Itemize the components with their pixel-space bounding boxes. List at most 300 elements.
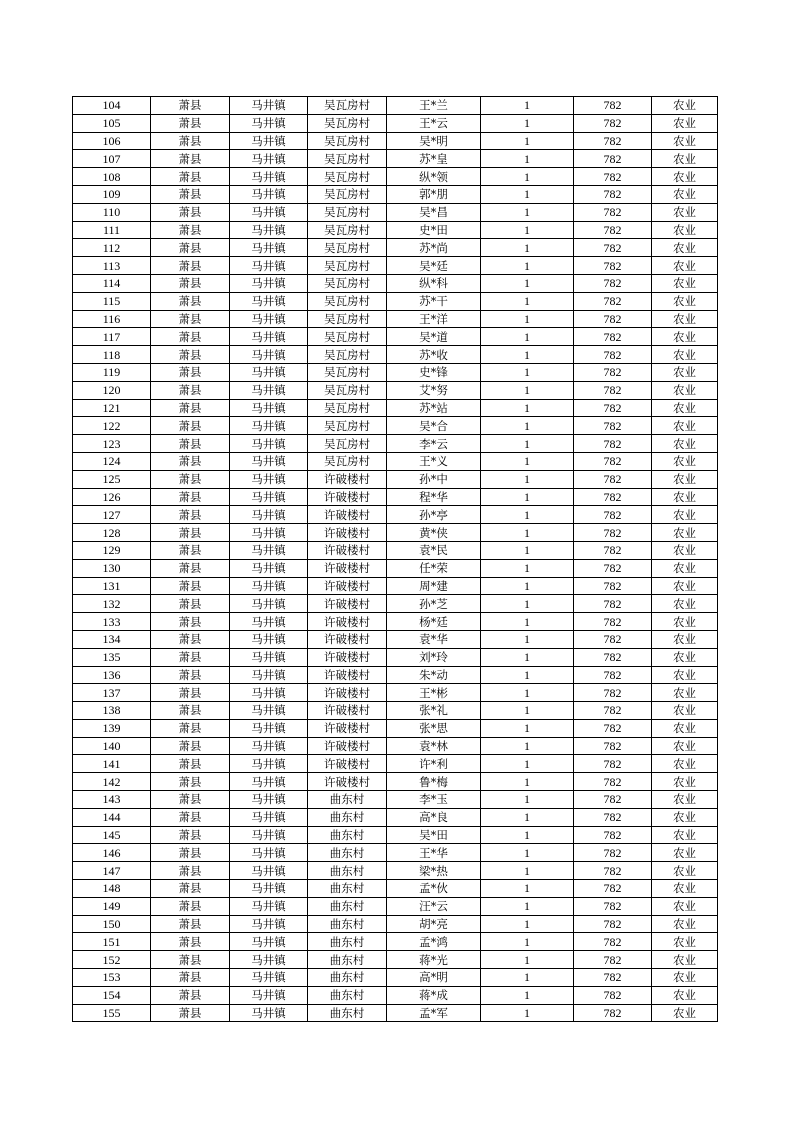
cell-count: 1 <box>481 488 574 506</box>
cell-category: 农业 <box>652 506 718 524</box>
cell-count: 1 <box>481 755 574 773</box>
cell-county: 萧县 <box>151 737 230 755</box>
cell-row-number: 124 <box>73 452 151 470</box>
cell-county: 萧县 <box>151 719 230 737</box>
cell-town: 马井镇 <box>230 488 308 506</box>
cell-town: 马井镇 <box>230 310 308 328</box>
cell-amount: 782 <box>574 773 652 791</box>
cell-village: 吴瓦房村 <box>308 292 387 310</box>
cell-row-number: 141 <box>73 755 151 773</box>
cell-village: 曲东村 <box>308 791 387 809</box>
cell-town: 马井镇 <box>230 630 308 648</box>
cell-town: 马井镇 <box>230 114 308 132</box>
cell-row-number: 142 <box>73 773 151 791</box>
cell-count: 1 <box>481 613 574 631</box>
cell-town: 马井镇 <box>230 346 308 364</box>
cell-count: 1 <box>481 684 574 702</box>
cell-name: 郭*朋 <box>387 185 481 203</box>
cell-category: 农业 <box>652 328 718 346</box>
cell-amount: 782 <box>574 986 652 1004</box>
cell-count: 1 <box>481 862 574 880</box>
table-row <box>73 897 718 915</box>
cell-village: 吴瓦房村 <box>308 150 387 168</box>
cell-amount: 782 <box>574 951 652 969</box>
cell-row-number: 115 <box>73 292 151 310</box>
cell-town: 马井镇 <box>230 702 308 720</box>
cell-count: 1 <box>481 666 574 684</box>
cell-category: 农业 <box>652 221 718 239</box>
cell-category: 农业 <box>652 933 718 951</box>
cell-name: 史*锋 <box>387 363 481 381</box>
cell-name: 杨*廷 <box>387 613 481 631</box>
table-row <box>73 488 718 506</box>
cell-county: 萧县 <box>151 541 230 559</box>
cell-amount: 782 <box>574 826 652 844</box>
cell-county: 萧县 <box>151 986 230 1004</box>
cell-count: 1 <box>481 773 574 791</box>
cell-village: 许破楼村 <box>308 541 387 559</box>
cell-row-number: 138 <box>73 702 151 720</box>
cell-name: 李*云 <box>387 435 481 453</box>
cell-county: 萧县 <box>151 417 230 435</box>
table-row <box>73 257 718 275</box>
cell-county: 萧县 <box>151 844 230 862</box>
cell-row-number: 155 <box>73 1004 151 1022</box>
cell-amount: 782 <box>574 417 652 435</box>
cell-count: 1 <box>481 97 574 115</box>
cell-village: 吴瓦房村 <box>308 97 387 115</box>
cell-county: 萧县 <box>151 933 230 951</box>
cell-town: 马井镇 <box>230 239 308 257</box>
cell-county: 萧县 <box>151 346 230 364</box>
cell-town: 马井镇 <box>230 257 308 275</box>
table-row <box>73 150 718 168</box>
cell-county: 萧县 <box>151 915 230 933</box>
cell-amount: 782 <box>574 933 652 951</box>
cell-category: 农业 <box>652 808 718 826</box>
cell-name: 高*明 <box>387 969 481 987</box>
cell-category: 农业 <box>652 1004 718 1022</box>
table-row <box>73 363 718 381</box>
cell-town: 马井镇 <box>230 791 308 809</box>
cell-name: 吴*明 <box>387 132 481 150</box>
table-row <box>73 310 718 328</box>
cell-town: 马井镇 <box>230 897 308 915</box>
cell-county: 萧县 <box>151 132 230 150</box>
cell-name: 吴*廷 <box>387 257 481 275</box>
cell-town: 马井镇 <box>230 132 308 150</box>
cell-town: 马井镇 <box>230 506 308 524</box>
cell-village: 曲东村 <box>308 951 387 969</box>
cell-county: 萧县 <box>151 221 230 239</box>
cell-amount: 782 <box>574 808 652 826</box>
table-row <box>73 791 718 809</box>
cell-village: 许破楼村 <box>308 488 387 506</box>
cell-name: 孙*亭 <box>387 506 481 524</box>
cell-county: 萧县 <box>151 684 230 702</box>
cell-county: 萧县 <box>151 150 230 168</box>
cell-village: 曲东村 <box>308 808 387 826</box>
cell-name: 张*礼 <box>387 702 481 720</box>
cell-name: 高*良 <box>387 808 481 826</box>
cell-town: 马井镇 <box>230 648 308 666</box>
table-row <box>73 381 718 399</box>
cell-name: 纵*科 <box>387 274 481 292</box>
cell-name: 吴*合 <box>387 417 481 435</box>
cell-row-number: 110 <box>73 203 151 221</box>
cell-village: 许破楼村 <box>308 648 387 666</box>
cell-name: 王*兰 <box>387 97 481 115</box>
cell-category: 农业 <box>652 399 718 417</box>
cell-village: 许破楼村 <box>308 719 387 737</box>
cell-amount: 782 <box>574 648 652 666</box>
cell-village: 吴瓦房村 <box>308 257 387 275</box>
cell-village: 曲东村 <box>308 933 387 951</box>
cell-village: 曲东村 <box>308 915 387 933</box>
cell-amount: 782 <box>574 1004 652 1022</box>
cell-village: 许破楼村 <box>308 559 387 577</box>
cell-row-number: 120 <box>73 381 151 399</box>
cell-count: 1 <box>481 577 574 595</box>
table-row <box>73 808 718 826</box>
cell-count: 1 <box>481 951 574 969</box>
cell-county: 萧县 <box>151 862 230 880</box>
cell-village: 许破楼村 <box>308 630 387 648</box>
cell-category: 农业 <box>652 719 718 737</box>
cell-row-number: 119 <box>73 363 151 381</box>
cell-name: 吴*道 <box>387 328 481 346</box>
cell-count: 1 <box>481 595 574 613</box>
cell-town: 马井镇 <box>230 381 308 399</box>
cell-category: 农业 <box>652 97 718 115</box>
cell-name: 朱*动 <box>387 666 481 684</box>
table-row <box>73 470 718 488</box>
cell-amount: 782 <box>574 897 652 915</box>
cell-row-number: 149 <box>73 897 151 915</box>
cell-name: 孙*中 <box>387 470 481 488</box>
cell-county: 萧县 <box>151 239 230 257</box>
table-row <box>73 595 718 613</box>
cell-amount: 782 <box>574 719 652 737</box>
cell-amount: 782 <box>574 915 652 933</box>
cell-amount: 782 <box>574 613 652 631</box>
cell-name: 梁*热 <box>387 862 481 880</box>
cell-amount: 782 <box>574 630 652 648</box>
table-row <box>73 524 718 542</box>
table-row <box>73 630 718 648</box>
cell-category: 农业 <box>652 168 718 186</box>
cell-town: 马井镇 <box>230 933 308 951</box>
cell-count: 1 <box>481 221 574 239</box>
cell-name: 孟*鸿 <box>387 933 481 951</box>
cell-town: 马井镇 <box>230 185 308 203</box>
cell-town: 马井镇 <box>230 452 308 470</box>
cell-count: 1 <box>481 363 574 381</box>
cell-village: 吴瓦房村 <box>308 417 387 435</box>
cell-town: 马井镇 <box>230 826 308 844</box>
cell-town: 马井镇 <box>230 719 308 737</box>
cell-row-number: 106 <box>73 132 151 150</box>
cell-county: 萧县 <box>151 435 230 453</box>
cell-name: 李*玉 <box>387 791 481 809</box>
cell-name: 刘*玲 <box>387 648 481 666</box>
cell-county: 萧县 <box>151 648 230 666</box>
cell-name: 蒋*成 <box>387 986 481 1004</box>
cell-town: 马井镇 <box>230 1004 308 1022</box>
cell-row-number: 118 <box>73 346 151 364</box>
table-row <box>73 577 718 595</box>
table-row <box>73 274 718 292</box>
cell-name: 袁*林 <box>387 737 481 755</box>
cell-amount: 782 <box>574 168 652 186</box>
cell-amount: 782 <box>574 755 652 773</box>
cell-amount: 782 <box>574 346 652 364</box>
cell-count: 1 <box>481 452 574 470</box>
cell-count: 1 <box>481 559 574 577</box>
cell-name: 胡*亮 <box>387 915 481 933</box>
cell-village: 曲东村 <box>308 880 387 898</box>
cell-name: 程*华 <box>387 488 481 506</box>
cell-count: 1 <box>481 524 574 542</box>
cell-category: 农业 <box>652 381 718 399</box>
cell-count: 1 <box>481 969 574 987</box>
cell-amount: 782 <box>574 399 652 417</box>
cell-town: 马井镇 <box>230 951 308 969</box>
cell-category: 农业 <box>652 577 718 595</box>
cell-amount: 782 <box>574 880 652 898</box>
table-row <box>73 915 718 933</box>
cell-row-number: 147 <box>73 862 151 880</box>
cell-row-number: 129 <box>73 541 151 559</box>
cell-town: 马井镇 <box>230 737 308 755</box>
cell-amount: 782 <box>574 150 652 168</box>
table-row <box>73 702 718 720</box>
table-row <box>73 1004 718 1022</box>
cell-amount: 782 <box>574 595 652 613</box>
cell-village: 许破楼村 <box>308 755 387 773</box>
cell-town: 马井镇 <box>230 577 308 595</box>
cell-amount: 782 <box>574 435 652 453</box>
cell-town: 马井镇 <box>230 880 308 898</box>
cell-county: 萧县 <box>151 613 230 631</box>
cell-village: 许破楼村 <box>308 524 387 542</box>
cell-count: 1 <box>481 399 574 417</box>
cell-category: 农业 <box>652 150 718 168</box>
cell-count: 1 <box>481 933 574 951</box>
cell-count: 1 <box>481 435 574 453</box>
cell-category: 农业 <box>652 773 718 791</box>
cell-town: 马井镇 <box>230 435 308 453</box>
table-body <box>73 97 718 1022</box>
table-row <box>73 132 718 150</box>
cell-amount: 782 <box>574 541 652 559</box>
table-row <box>73 435 718 453</box>
table-row <box>73 613 718 631</box>
cell-category: 农业 <box>652 844 718 862</box>
cell-count: 1 <box>481 274 574 292</box>
cell-amount: 782 <box>574 452 652 470</box>
cell-count: 1 <box>481 381 574 399</box>
cell-category: 农业 <box>652 595 718 613</box>
cell-town: 马井镇 <box>230 221 308 239</box>
cell-county: 萧县 <box>151 666 230 684</box>
cell-county: 萧县 <box>151 791 230 809</box>
table-row <box>73 880 718 898</box>
cell-name: 汪*云 <box>387 897 481 915</box>
cell-count: 1 <box>481 470 574 488</box>
cell-amount: 782 <box>574 862 652 880</box>
cell-category: 农业 <box>652 897 718 915</box>
cell-count: 1 <box>481 541 574 559</box>
cell-village: 吴瓦房村 <box>308 168 387 186</box>
cell-amount: 782 <box>574 185 652 203</box>
table-row <box>73 969 718 987</box>
cell-village: 许破楼村 <box>308 773 387 791</box>
cell-amount: 782 <box>574 969 652 987</box>
cell-village: 曲东村 <box>308 826 387 844</box>
cell-name: 任*荣 <box>387 559 481 577</box>
cell-count: 1 <box>481 826 574 844</box>
cell-count: 1 <box>481 986 574 1004</box>
cell-amount: 782 <box>574 524 652 542</box>
cell-count: 1 <box>481 328 574 346</box>
cell-county: 萧县 <box>151 114 230 132</box>
cell-row-number: 121 <box>73 399 151 417</box>
cell-category: 农业 <box>652 274 718 292</box>
table-row <box>73 666 718 684</box>
cell-name: 苏*尚 <box>387 239 481 257</box>
cell-count: 1 <box>481 702 574 720</box>
cell-category: 农业 <box>652 791 718 809</box>
cell-village: 吴瓦房村 <box>308 346 387 364</box>
cell-count: 1 <box>481 506 574 524</box>
cell-county: 萧县 <box>151 702 230 720</box>
cell-name: 袁*民 <box>387 541 481 559</box>
cell-category: 农业 <box>652 257 718 275</box>
cell-category: 农业 <box>652 862 718 880</box>
cell-village: 许破楼村 <box>308 613 387 631</box>
cell-county: 萧县 <box>151 826 230 844</box>
cell-name: 孙*芝 <box>387 595 481 613</box>
cell-town: 马井镇 <box>230 915 308 933</box>
cell-town: 马井镇 <box>230 150 308 168</box>
cell-category: 农业 <box>652 185 718 203</box>
table-row <box>73 452 718 470</box>
cell-amount: 782 <box>574 381 652 399</box>
cell-count: 1 <box>481 897 574 915</box>
cell-row-number: 153 <box>73 969 151 987</box>
cell-village: 许破楼村 <box>308 737 387 755</box>
cell-amount: 782 <box>574 203 652 221</box>
cell-county: 萧县 <box>151 880 230 898</box>
table-row <box>73 239 718 257</box>
table-row <box>73 951 718 969</box>
cell-name: 王*云 <box>387 114 481 132</box>
cell-town: 马井镇 <box>230 862 308 880</box>
cell-name: 袁*华 <box>387 630 481 648</box>
cell-name: 鲁*梅 <box>387 773 481 791</box>
cell-amount: 782 <box>574 470 652 488</box>
cell-count: 1 <box>481 719 574 737</box>
cell-town: 马井镇 <box>230 808 308 826</box>
cell-county: 萧县 <box>151 488 230 506</box>
cell-county: 萧县 <box>151 257 230 275</box>
cell-name: 周*建 <box>387 577 481 595</box>
cell-town: 马井镇 <box>230 470 308 488</box>
cell-row-number: 117 <box>73 328 151 346</box>
cell-row-number: 105 <box>73 114 151 132</box>
cell-amount: 782 <box>574 114 652 132</box>
cell-name: 王*洋 <box>387 310 481 328</box>
cell-county: 萧县 <box>151 577 230 595</box>
cell-name: 王*华 <box>387 844 481 862</box>
cell-row-number: 128 <box>73 524 151 542</box>
cell-county: 萧县 <box>151 595 230 613</box>
cell-count: 1 <box>481 203 574 221</box>
cell-count: 1 <box>481 114 574 132</box>
cell-row-number: 104 <box>73 97 151 115</box>
cell-row-number: 123 <box>73 435 151 453</box>
cell-county: 萧县 <box>151 185 230 203</box>
cell-amount: 782 <box>574 328 652 346</box>
cell-name: 王*彬 <box>387 684 481 702</box>
table-row <box>73 684 718 702</box>
cell-county: 萧县 <box>151 506 230 524</box>
cell-name: 吴*昌 <box>387 203 481 221</box>
cell-village: 吴瓦房村 <box>308 381 387 399</box>
cell-category: 农业 <box>652 239 718 257</box>
cell-amount: 782 <box>574 506 652 524</box>
cell-category: 农业 <box>652 132 718 150</box>
cell-row-number: 107 <box>73 150 151 168</box>
cell-name: 蒋*光 <box>387 951 481 969</box>
cell-village: 吴瓦房村 <box>308 132 387 150</box>
cell-county: 萧县 <box>151 808 230 826</box>
cell-village: 曲东村 <box>308 969 387 987</box>
cell-county: 萧县 <box>151 452 230 470</box>
table-row <box>73 417 718 435</box>
cell-count: 1 <box>481 737 574 755</box>
cell-county: 萧县 <box>151 773 230 791</box>
cell-town: 马井镇 <box>230 203 308 221</box>
cell-county: 萧县 <box>151 524 230 542</box>
cell-county: 萧县 <box>151 897 230 915</box>
cell-county: 萧县 <box>151 274 230 292</box>
cell-village: 吴瓦房村 <box>308 328 387 346</box>
table-row <box>73 933 718 951</box>
cell-amount: 782 <box>574 132 652 150</box>
cell-row-number: 137 <box>73 684 151 702</box>
table-row <box>73 97 718 115</box>
cell-amount: 782 <box>574 363 652 381</box>
cell-category: 农业 <box>652 986 718 1004</box>
cell-category: 农业 <box>652 470 718 488</box>
cell-category: 农业 <box>652 524 718 542</box>
cell-name: 黄*侠 <box>387 524 481 542</box>
table-row <box>73 541 718 559</box>
cell-county: 萧县 <box>151 470 230 488</box>
cell-count: 1 <box>481 648 574 666</box>
cell-category: 农业 <box>652 488 718 506</box>
cell-row-number: 127 <box>73 506 151 524</box>
cell-name: 苏*干 <box>387 292 481 310</box>
cell-amount: 782 <box>574 488 652 506</box>
cell-category: 农业 <box>652 452 718 470</box>
cell-town: 马井镇 <box>230 684 308 702</box>
cell-row-number: 111 <box>73 221 151 239</box>
cell-name: 孟*军 <box>387 1004 481 1022</box>
cell-row-number: 145 <box>73 826 151 844</box>
